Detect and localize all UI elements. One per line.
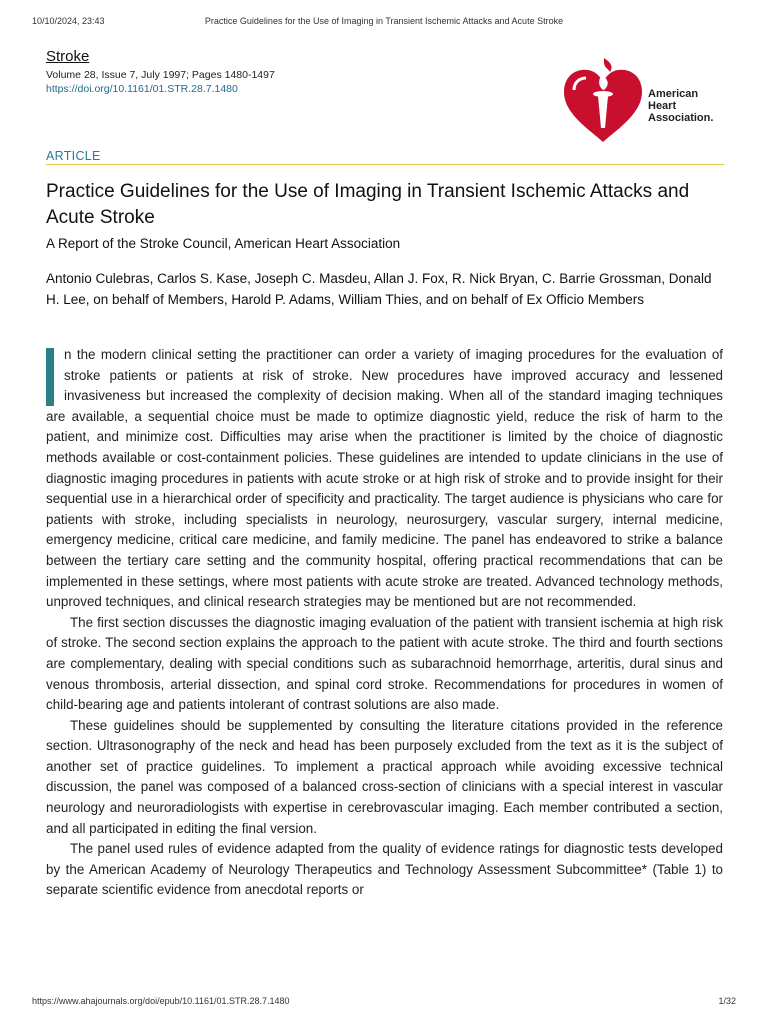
- logo-text-line1: American: [648, 88, 699, 100]
- author-list: Antonio Culebras, Carlos S. Kase, Joseph C. Masdeu, Allan J. Fox, R. Nick Bryan, C. Barrie Grossman, Donald H. Lee, on behalf of Members, Harold P. Adams, William Thies, and on behalf of Ex Officio Members: [46, 271, 712, 307]
- dropcap-bar: [46, 348, 54, 406]
- heart-torch-icon: [560, 56, 646, 146]
- body-paragraph-4: The panel used rules of evidence adapted from the quality of evidence ratings for diagnostic tests developed by the American Academy of Neurology Therapeutics and Technology Assessment Subcommittee* (Table 1) to separate scientific evidence from anecdotal reports or: [46, 841, 723, 898]
- body-paragraph-1: n the modern clinical setting the practitioner can order a variety of imaging procedures for the evaluation of stroke patients or patients at risk of stroke. New procedures have improved accuracy and lessened invasiveness but increased the complexity of decision making. When all of the standard imaging techniques are available, a sequential choice must be made to optimize diagnostic yield, reduce the risk of harm to the patient, and minimize cost. Difficulties may arise when the practitioner is limited by the choice of diagnostic methods available or cost-containment policies. These guidelines are intended to update clinicians in the use of diagnostic imaging procedures in patients with acute stroke or at high risk of stroke and to provide insight for their sequential use in a hierarchical order of specificity and practicality. The target audience is physicians who care for patients with stroke, including specialists in neurology, neurosurgery, vascular surgery, internal medicine, emergency medicine, critical care medicine, and family medicine. The panel has endeavored to strike a balance between the tertiary care setting and the community hospital, offering practical recommendations that can be implemented in these settings, where most patients with acute stroke are treated. Advanced technology methods, unproved techniques, and clinical research strategies may be mentioned but are not recommended.: [46, 347, 723, 610]
- article-subtitle: A Report of the Stroke Council, American Heart Association: [46, 236, 401, 251]
- journal-name-link[interactable]: Stroke: [46, 48, 90, 65]
- section-label: ARTICLE: [46, 149, 724, 165]
- aha-logo: [560, 56, 730, 146]
- page-url: https://www.ahajournals.org/doi/epub/10.1161/01.STR.28.7.1480: [32, 996, 290, 1006]
- print-footer: [32, 996, 736, 1010]
- page-number: 1/32: [718, 996, 736, 1006]
- article-body: [46, 345, 723, 901]
- article-title: Practice Guidelines for the Use of Imaging in Transient Ischemic Attacks and Acute Stroke: [46, 181, 690, 228]
- print-header: [32, 16, 736, 30]
- volume-info: Volume 28, Issue 7, July 1997; Pages 1480-1497: [46, 69, 275, 81]
- body-paragraph-2: The first section discusses the diagnostic imaging evaluation of the patient with transient ischemia at high risk of stroke. The second section explains the approach to the patient with acute stroke. The third and fourth sections are complementary, dealing with special conditions such as subarachnoid hemorrhage, arteritis, dural sinus and venous thrombosis, arterial dissection, and spinal cord stroke. Recommendations for procedures in women of child-bearing age and patients intolerant of contrast solutions are also made.: [46, 614, 723, 713]
- body-paragraph-3: These guidelines should be supplemented by consulting the literature citations provided in the reference section. Ultrasonography of the neck and head has been purposely excluded from the text as it is the subject of another set of practice guidelines. To implement a practical approach while avoiding excessive technical discussion, the panel was composed of a balanced cross-section of clinicians with a special interest in vascular neurology and neuroradiologists with expertise in cerebrovascular imaging. Each member contributed a section, and all participated in editing the final version.: [46, 717, 723, 836]
- print-timestamp: 10/10/2024, 23:43: [32, 16, 105, 26]
- journal-info: [46, 48, 446, 96]
- doi-link[interactable]: https://doi.org/10.1161/01.STR.28.7.1480: [46, 83, 238, 95]
- logo-text-line2: Heart: [648, 100, 677, 112]
- print-document-title: Practice Guidelines for the Use of Imaging in Transient Ischemic Attacks and Acute Stroke: [204, 16, 564, 26]
- logo-text-line3: Association.: [648, 112, 714, 124]
